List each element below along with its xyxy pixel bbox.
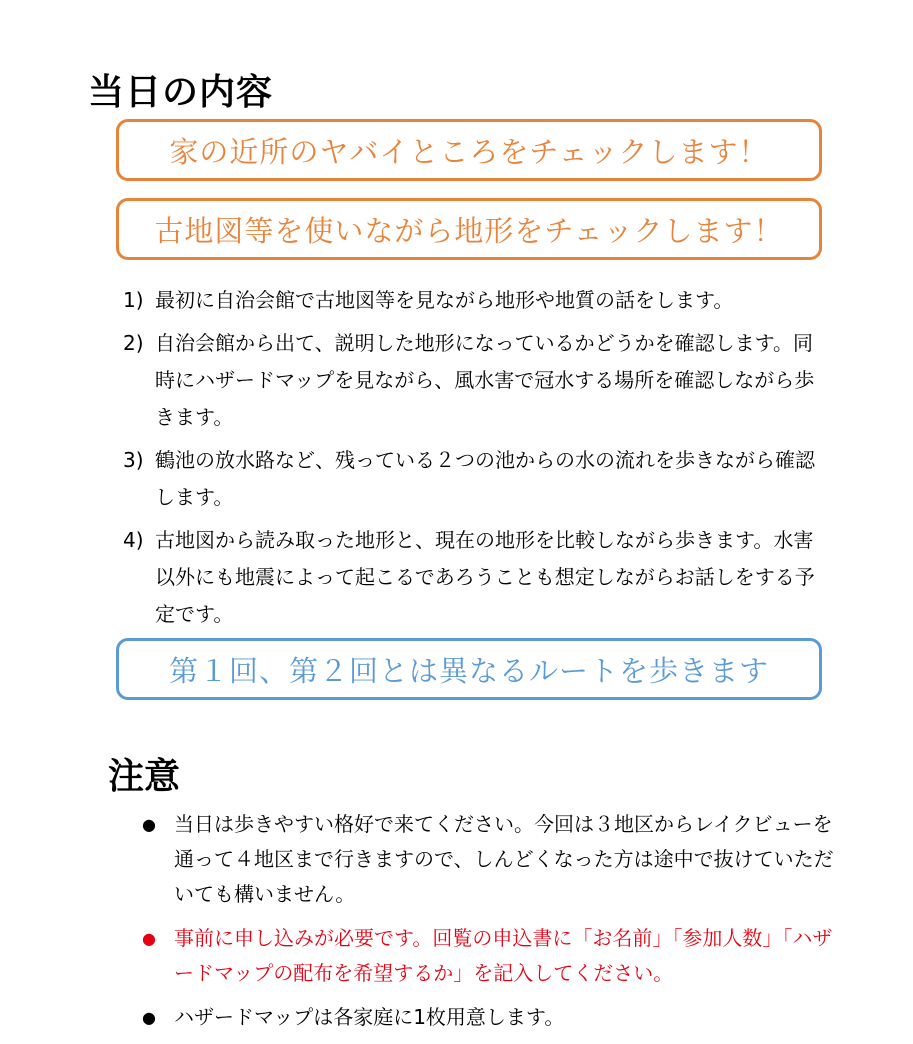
section-title-notes: 注意 — [108, 756, 181, 797]
highlight-box-route — [116, 638, 822, 700]
item-number: 4) — [123, 528, 144, 552]
notes-list — [140, 807, 840, 1044]
highlight-box-text: 第１回、第２回とは異なるルートを歩きます — [168, 653, 769, 688]
highlight-box-check-terrain — [116, 198, 822, 260]
content-list — [123, 282, 823, 639]
highlight-box-check-neighborhood — [116, 119, 822, 181]
highlight-box-text: 家の近所のヤバイところをチェックします！ — [169, 134, 769, 169]
item-number: 2) — [123, 331, 144, 355]
item-text: 古地図から読み取った地形と、現在の地形を比較しながら歩きます。水害以外にも地震によって起こるであろうことも想定しながらお話しをする予定です。 — [155, 528, 815, 626]
bullet-icon: ● — [142, 1008, 156, 1027]
item-text: 自治会館から出て、説明した地形になっているかどうかを確認します。同時にハザードマップを見ながら、風水害で冠水する場所を確認しながら歩きます。 — [155, 331, 815, 429]
highlight-box-text: 古地図等を使いながら地形をチェックします！ — [154, 213, 784, 248]
list-item — [140, 921, 840, 991]
bullet-icon: ● — [142, 815, 156, 834]
note-text-important: 事前に申し込みが必要です。回覧の申込書に「お名前」「参加人数」「ハザードマップの配布を希望するか」を記入してください。 — [174, 926, 833, 985]
note-text: 当日は歩きやすい格好で来てください。今回は３地区からレイクビューを通って４地区まで行きますので、しんどくなった方は途中で抜けていただいても構いません。 — [174, 812, 834, 906]
item-number: 1) — [123, 288, 144, 312]
item-text: 最初に自治会館で古地図等を見ながら地形や地質の話をします。 — [155, 288, 734, 312]
item-text: 鶴池の放水路など、残っている２つの池からの水の流れを歩きながら確認します。 — [155, 448, 815, 509]
note-text: ハザードマップは各家庭に1枚用意します。 — [174, 1005, 565, 1029]
list-item — [123, 282, 823, 319]
list-item — [140, 1000, 840, 1035]
list-item — [123, 442, 823, 516]
item-number: 3) — [123, 448, 144, 472]
section-title-content: 当日の内容 — [88, 72, 274, 113]
list-item — [123, 325, 823, 436]
list-item — [123, 522, 823, 633]
bullet-icon: ● — [142, 929, 156, 948]
list-item — [140, 807, 840, 912]
